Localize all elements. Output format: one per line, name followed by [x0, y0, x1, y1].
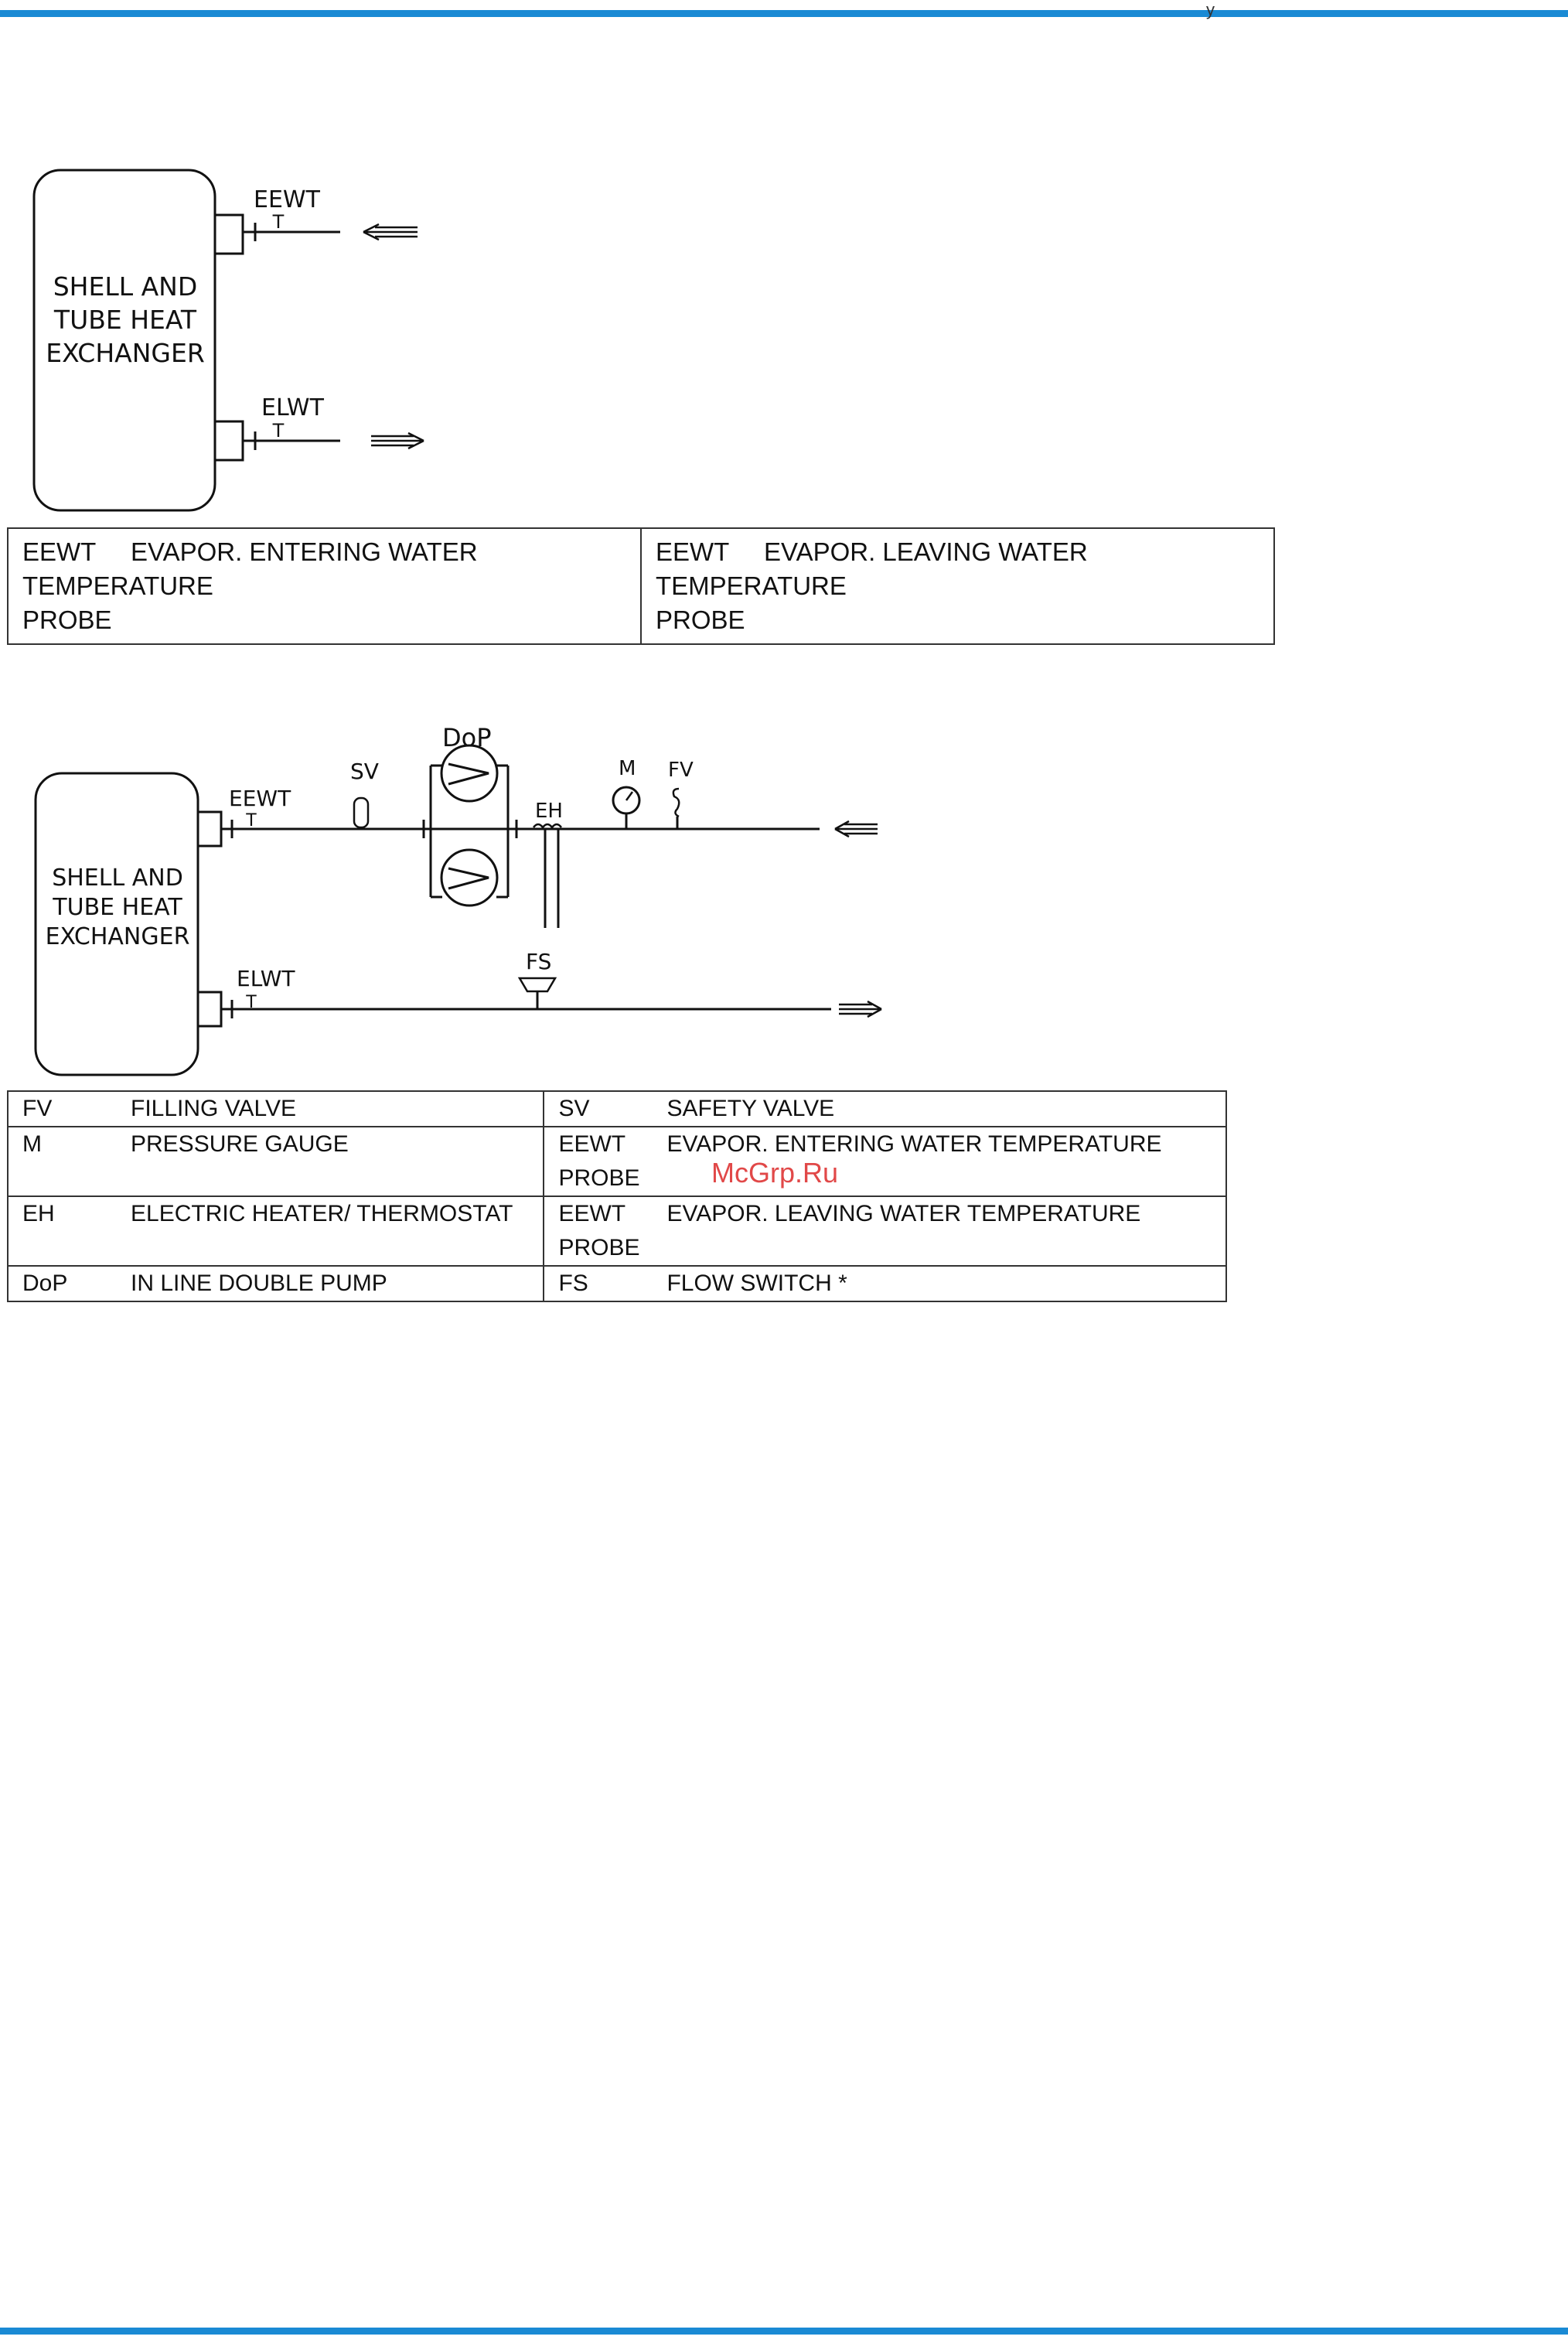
exchanger-label-line-2: TUBE HEAT: [53, 305, 197, 335]
legend-abbr: FS: [558, 1271, 588, 1296]
inlet-probe-symbol: T: [246, 811, 257, 831]
legend-table-2: [7, 1090, 1227, 1302]
legend-abbr: EEWT: [656, 537, 730, 566]
legend-desc: EVAPOR. ENTERING WATER TEMPERATURE PROBE: [558, 1131, 1162, 1191]
inlet-arrow-icon: [835, 821, 878, 837]
legend-abbr: EEWT: [22, 537, 97, 566]
watermark: McGrp.Ru: [711, 1157, 839, 1189]
outlet-arrow-icon: [371, 433, 424, 449]
outlet-arrow-icon: [839, 1001, 881, 1017]
legend-abbr: EEWT: [558, 1201, 626, 1226]
outlet-label-elwt: ELWT: [237, 966, 295, 991]
corner-mark: y: [1206, 0, 1215, 19]
legend-cell: [641, 528, 1274, 644]
legend-abbr: M: [22, 1131, 42, 1157]
legend-abbr: SV: [558, 1096, 590, 1121]
legend-table-1: [7, 527, 1275, 645]
sv-label: SV: [350, 759, 379, 784]
inlet-label-eewt: EEWT: [254, 186, 320, 213]
legend-cell: [544, 1196, 1226, 1266]
bottom-rule: [0, 2328, 1568, 2335]
legend-cell: [544, 1127, 1226, 1196]
outlet-nozzle: [215, 421, 243, 460]
legend-desc: ELECTRIC HEATER/ THERMOSTAT: [131, 1201, 513, 1226]
legend-abbr: DoP: [22, 1271, 68, 1296]
legend-cell: [8, 1127, 544, 1196]
legend-desc: EVAPOR. LEAVING WATER TEMPERATURE PROBE: [558, 1201, 1141, 1260]
legend-desc: FILLING VALVE: [131, 1096, 296, 1121]
diagram-2: [0, 711, 928, 1083]
exchanger-label-line-1: SHELL AND: [52, 865, 183, 892]
eh-label: EH: [535, 800, 563, 823]
inlet-label-eewt: EEWT: [229, 786, 291, 811]
exchanger-label-line-2: TUBE HEAT: [53, 894, 182, 921]
exchanger-label-line-3: EXCHANGER: [46, 338, 205, 368]
inlet-arrow-icon: [363, 224, 418, 240]
legend-cell: [544, 1266, 1226, 1301]
inlet-nozzle: [215, 215, 243, 254]
legend-abbr: EEWT: [558, 1131, 626, 1157]
safety-valve-icon: [354, 798, 368, 827]
legend-abbr: FV: [22, 1096, 53, 1121]
outlet-probe-symbol: T: [246, 993, 257, 1012]
legend-row: [8, 528, 1274, 644]
legend-row: [8, 1196, 1226, 1266]
inlet-nozzle: [198, 812, 221, 846]
legend-cell: [8, 1091, 544, 1127]
legend-desc: SAFETY VALVE: [666, 1096, 835, 1121]
fs-label: FS: [526, 949, 552, 974]
legend-desc-cont: PROBE: [22, 605, 112, 634]
pressure-gauge-icon: [613, 787, 639, 829]
legend-cell: [8, 1266, 544, 1301]
legend-desc: PRESSURE GAUGE: [131, 1131, 349, 1157]
legend-cell: [544, 1091, 1226, 1127]
filling-valve-icon: [673, 789, 679, 829]
legend-cell: [8, 528, 641, 644]
legend-desc-cont: PROBE: [656, 605, 745, 634]
outlet-label-elwt: ELWT: [261, 394, 324, 421]
legend-desc: IN LINE DOUBLE PUMP: [131, 1271, 387, 1296]
exchanger-label-line-3: EXCHANGER: [45, 923, 190, 950]
exchanger-label-line-1: SHELL AND: [53, 271, 198, 302]
diagram-1: [0, 155, 541, 526]
dop-label: DoP: [442, 723, 492, 752]
legend-desc: EVAPOR. LEAVING WATER TEMPERATURE: [656, 537, 1088, 600]
fv-label: FV: [668, 759, 694, 782]
m-label: M: [619, 757, 636, 780]
inlet-probe-symbol: T: [272, 211, 285, 233]
outlet-nozzle: [198, 992, 221, 1026]
legend-row: [8, 1127, 1226, 1196]
flow-switch-icon: [520, 978, 555, 1009]
legend-desc: EVAPOR. ENTERING WATER TEMPERATURE: [22, 537, 478, 600]
pump-lower-icon: [441, 850, 497, 906]
legend-desc: FLOW SWITCH *: [666, 1271, 847, 1296]
legend-cell: [8, 1196, 544, 1266]
electric-heater-icon: [533, 824, 561, 827]
legend-row: [8, 1091, 1226, 1127]
pump-upper-icon: [441, 745, 497, 801]
legend-abbr: EH: [22, 1201, 55, 1226]
top-rule: [0, 10, 1568, 17]
outlet-probe-symbol: T: [272, 420, 285, 442]
legend-row: [8, 1266, 1226, 1301]
